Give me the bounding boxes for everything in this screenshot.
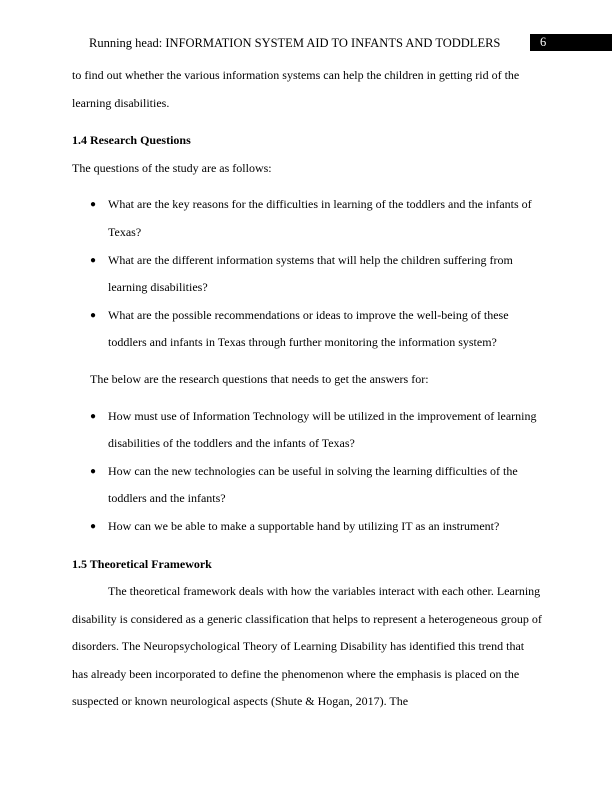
bullet-icon: ● (90, 410, 97, 422)
list-item-text: What are the different information systems that will help the children suffering from learning disabilities? (108, 252, 513, 295)
list-item (72, 458, 542, 513)
page-header (0, 0, 612, 60)
list-item-text: What are the key reasons for the difficulties in learning of the toddlers and the infants of Texas? (108, 197, 532, 239)
list-item (72, 191, 542, 246)
research-questions-lead: The below are the research questions that needs to get the answers for: (90, 371, 429, 386)
research-questions-list (72, 403, 542, 541)
document-body (72, 62, 542, 716)
list-item-text: How must use of Information Technology will be utilized in the improvement of learning disabilities of the toddlers and the infants of Texas? (108, 408, 537, 451)
bullet-icon: ● (90, 309, 97, 321)
section-heading-theoretical-framework: 1.5 Theoretical Framework (72, 556, 212, 571)
bullet-icon: ● (90, 254, 97, 266)
theoretical-framework-paragraph: The theoretical framework deals with how the variables interact with each other. Learning disability is considered as a generic classification that helps to represent a heterogeneous group of disorders. The Neuropsychological Theory of Learning Disability has identified this trend that has already been incorporated to define the phenomenon where the emphasis is placed on the suspected or known neurological aspects (Shute & Hogan, 2017). The (72, 584, 542, 709)
bullet-icon: ● (90, 465, 97, 477)
list-item-text: How can the new technologies can be useful in solving the learning difficulties of the toddlers and the infants? (108, 463, 518, 506)
intro-continuation: to find out whether the various information systems can help the children in getting rid of the learning disabilities. (72, 68, 520, 110)
page-number: 6 (530, 34, 612, 51)
list-item (72, 302, 542, 357)
list-item (72, 403, 542, 458)
study-questions-list (72, 191, 542, 357)
list-item (72, 247, 542, 302)
list-item (72, 513, 542, 541)
running-head: Running head: INFORMATION SYSTEM AID TO INFANTS AND TODDLERS (89, 36, 501, 50)
list-item-text: What are the possible recommendations or ideas to improve the well-being of these toddlers and infants in Texas through further monitoring the information system? (108, 307, 509, 350)
list-item-text: How can we be able to make a supportable hand by utilizing IT as an instrument? (108, 518, 500, 533)
section-heading-research-questions: 1.4 Research Questions (72, 133, 191, 148)
questions-lead: The questions of the study are as follows: (72, 160, 272, 175)
bullet-icon: ● (90, 520, 97, 532)
bullet-icon: ● (90, 199, 97, 211)
